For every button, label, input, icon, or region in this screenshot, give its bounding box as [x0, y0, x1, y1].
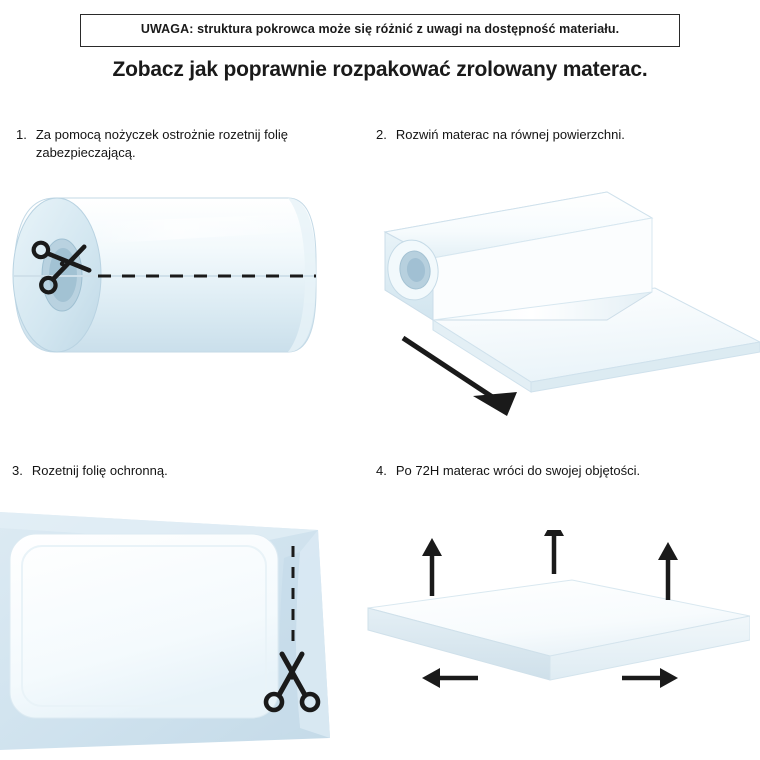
step-1-number: 1.	[16, 127, 27, 142]
expand-arrow-left	[422, 668, 478, 688]
step-1-illustration	[0, 180, 340, 380]
notice-banner	[80, 14, 680, 47]
step-2-number: 2.	[376, 127, 387, 142]
step-1-label: Za pomocą nożyczek ostrożnie rozetnij folię zabezpieczającą.	[35, 127, 289, 160]
expand-arrow-right	[622, 668, 678, 688]
page-title	[0, 58, 760, 82]
step-2	[376, 126, 746, 144]
step-1	[16, 126, 366, 161]
step-2-illustration	[355, 170, 760, 435]
step-2-text	[376, 126, 746, 144]
notice-text: UWAGA: struktura pokrowca może się różnić z uwagi na dostępność materiału.	[140, 22, 620, 36]
step-4-number: 4.	[376, 463, 387, 478]
step-3	[12, 462, 362, 480]
step-3-label: Rozetnij folię ochronną.	[31, 463, 168, 478]
step-2-label: Rozwiń materac na równej powierzchni.	[395, 127, 625, 142]
step-4	[376, 462, 746, 480]
mattress-flat	[10, 534, 278, 718]
step-4-text	[376, 462, 746, 480]
expand-arrow-up-center	[544, 530, 564, 574]
step-3-number: 3.	[12, 463, 23, 478]
step-3-illustration	[0, 500, 345, 750]
step-1-text	[16, 126, 366, 161]
expand-arrow-up-left	[422, 538, 442, 596]
expand-arrow-up-right	[658, 542, 678, 600]
step-4-illustration	[350, 530, 750, 730]
step-3-text	[12, 462, 362, 480]
mattress-slab	[368, 580, 750, 680]
mattress-roll	[384, 192, 652, 320]
page-title-text: Zobacz jak poprawnie rozpakować zrolowany materac.	[112, 58, 648, 81]
step-4-label: Po 72H materac wróci do swojej objętości.	[395, 463, 641, 478]
